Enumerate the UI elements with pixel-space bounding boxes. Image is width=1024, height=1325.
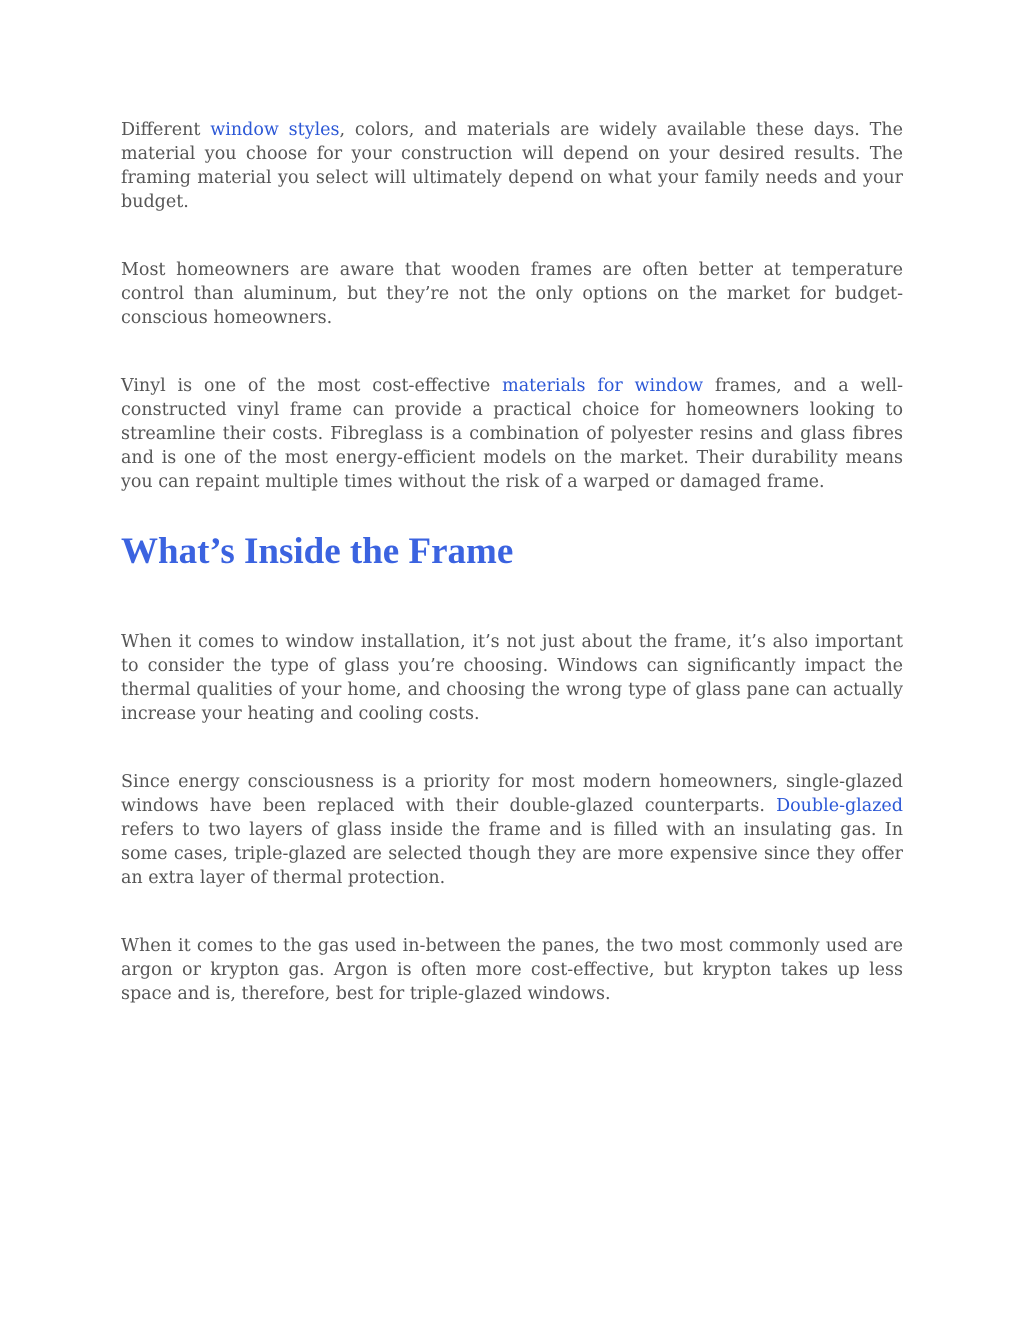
paragraph-text: refers to two layers of glass inside the frame and is filled with an insulating gas. In some cases, triple-glazed are selected though they are more expensive since they offer an extra layer of thermal protection.: [121, 820, 903, 888]
document-page: [121, 118, 903, 1006]
paragraph-vinyl: [121, 374, 903, 494]
paragraph-text: Different: [121, 120, 211, 140]
paragraph-text: Since energy consciousness is a priority for most modern homeowners, single-glazed windows have been replaced with their double-glazed counterparts.: [121, 772, 903, 816]
paragraph-wooden-frames: Most homeowners are aware that wooden frames are often better at temperature control than aluminum, but they’re not the only options on the market for budget-conscious homeowners.: [121, 260, 903, 328]
paragraph-window-installation: When it comes to window installation, it’s not just about the frame, it’s also important to consider the type of glass you’re choosing. Windows can significantly impact the thermal qualities of your home, and choosing the wrong type of glass pane can actually increase your heating and cooling costs.: [121, 632, 903, 724]
paragraph-text: frames, and a well-constructed vinyl frame can provide a practical choice for homeowners looking to streamline their costs. Fibreglass is a combination of polyester resins and glass fibres and is one of the most energy-efficient models on the market. Their durability means you can repaint multiple times without the risk of a warped or damaged frame.: [121, 376, 903, 492]
paragraph-window-styles: [121, 118, 903, 214]
paragraph-text: Vinyl is one of the most cost-effective: [121, 376, 503, 396]
window-styles-link[interactable]: window styles: [210, 120, 340, 140]
paragraph-text: , colors, and materials are widely available these days. The material you choose for your construction will depend on your desired results. The framing material you select will ultimately depend on what your family needs and your budget.: [121, 120, 903, 212]
paragraph-gas-panes: When it comes to the gas used in-between the panes, the two most commonly used are argon or krypton gas. Argon is often more cost-effective, but krypton takes up less space and is, therefore, best for triple-glazed windows.: [121, 936, 903, 1004]
materials-for-window-link[interactable]: materials for window: [502, 376, 704, 396]
paragraph-double-glazed: [121, 770, 903, 890]
double-glazed-link[interactable]: Double-glazed: [776, 796, 903, 816]
section-heading: What’s Inside the Frame: [121, 531, 514, 572]
